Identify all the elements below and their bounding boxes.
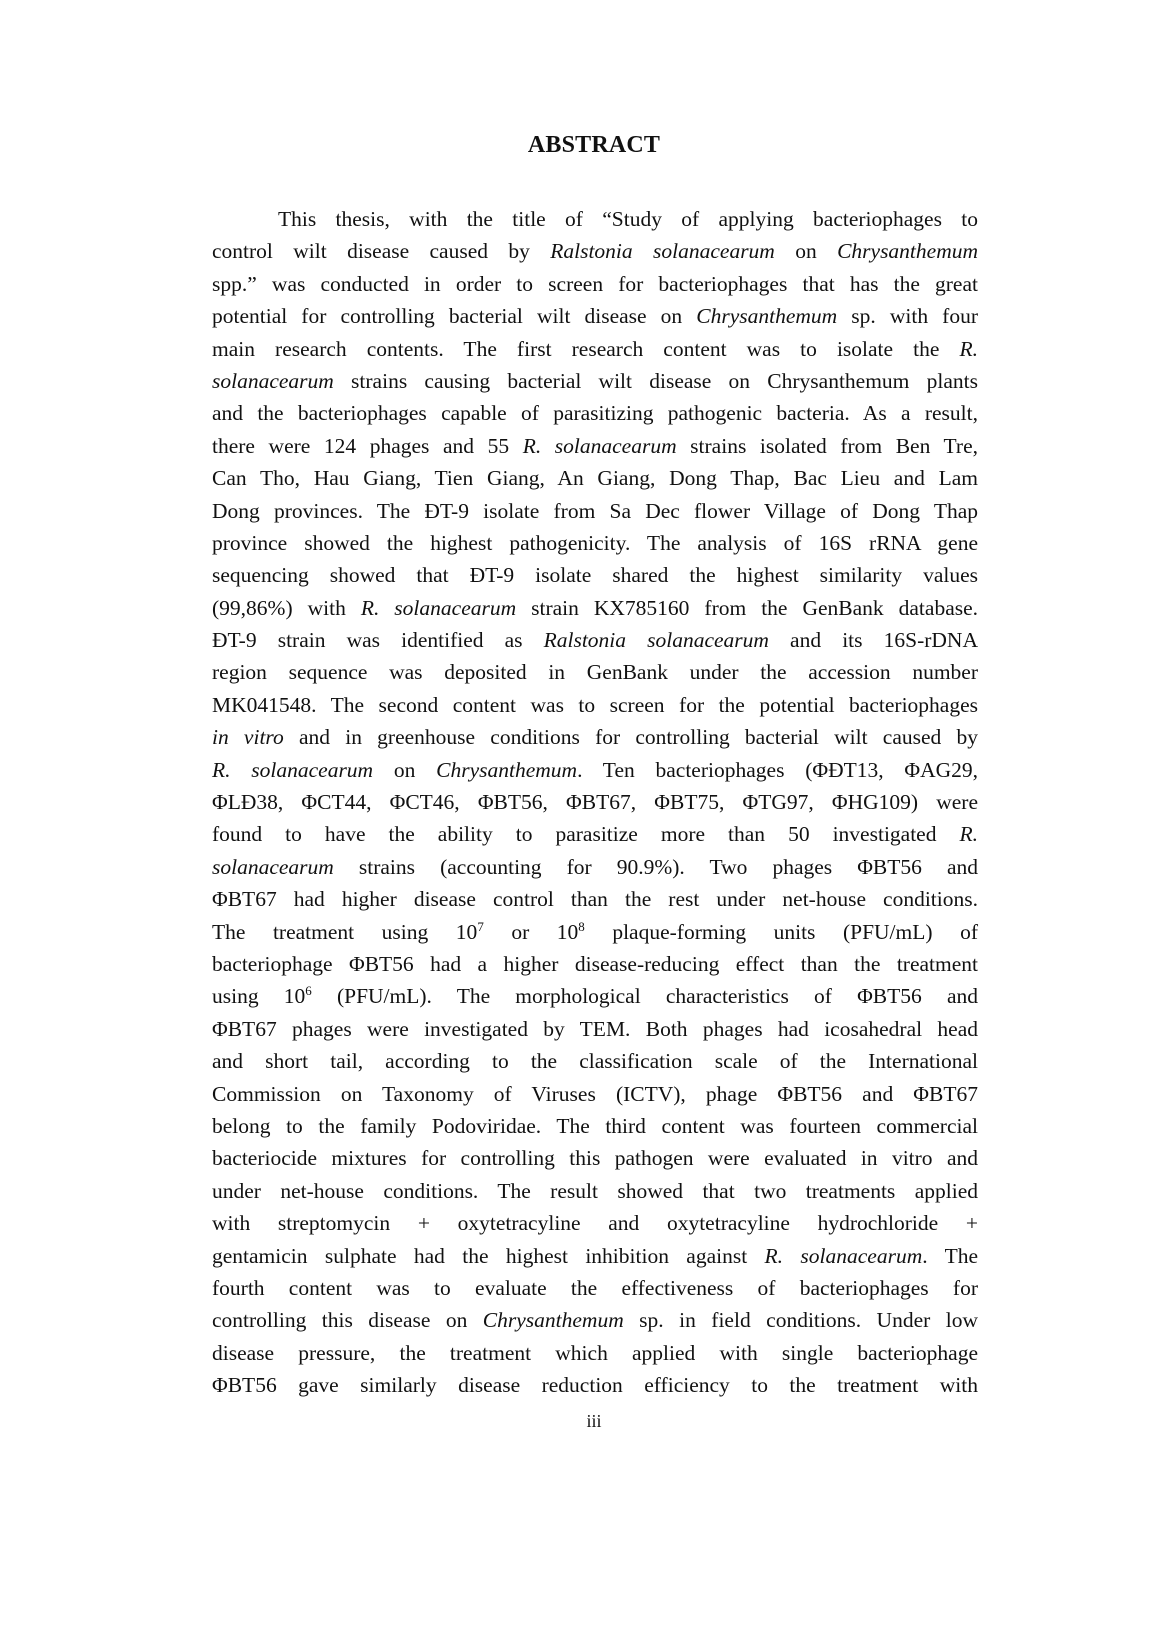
paragraph-line xyxy=(212,851,978,883)
page-number: iii xyxy=(586,1411,602,1431)
italic-term: Ralstonia solanacearum xyxy=(543,628,769,653)
paragraph-line xyxy=(212,592,978,624)
text-run: strains isolated from Ben Tre, xyxy=(676,433,978,458)
paragraph-line xyxy=(212,1207,978,1239)
paragraph-line xyxy=(212,1045,978,1077)
text-run: under net-house conditions. The result showed that two treatments applied xyxy=(212,1178,978,1203)
text-run: province showed the highest pathogenicity. The analysis of 16S rRNA gene xyxy=(212,530,978,555)
paragraph-line xyxy=(212,948,978,980)
paragraph-line xyxy=(212,235,978,267)
text-run: strain KX785160 from the GenBank database. xyxy=(516,595,979,620)
text-run: . The xyxy=(922,1243,978,1268)
paragraph-line xyxy=(212,916,978,948)
italic-term: Chrysanthemum xyxy=(696,304,838,329)
text-run: region sequence was deposited in GenBank under the accession number xyxy=(212,660,978,685)
text-run: fourth content was to evaluate the effectiveness of bacteriophages for xyxy=(212,1275,978,1300)
paragraph-line xyxy=(212,656,978,688)
paragraph-line xyxy=(212,1304,978,1336)
text-run: ĐT-9 strain was identified as xyxy=(212,628,544,653)
text-run: and short tail, according to the classification scale of the International xyxy=(212,1049,978,1074)
text-run: spp.” was conducted in order to screen for bacteriophages that has the great xyxy=(212,271,978,296)
italic-term: Chrysanthemum xyxy=(837,239,978,264)
text-run: using 10 xyxy=(212,984,306,1009)
paragraph-line xyxy=(212,527,978,559)
italic-term: solanacearum xyxy=(212,854,334,879)
italic-term: solanacearum xyxy=(212,368,334,393)
text-run: (99,86%) with xyxy=(212,595,361,620)
paragraph-line xyxy=(212,1078,978,1110)
text-run: main research contents. The first research content was to isolate the xyxy=(212,336,960,361)
italic-term: Ralstonia solanacearum xyxy=(550,239,775,264)
text-run: or 10 xyxy=(483,919,579,944)
superscript-exponent: 7 xyxy=(477,918,484,934)
paragraph-line xyxy=(212,818,978,850)
italic-term: R. solanacearum xyxy=(212,757,374,782)
paragraph-line xyxy=(212,754,978,786)
superscript-exponent: 6 xyxy=(305,983,312,999)
italic-term: R. solanacearum xyxy=(764,1243,923,1268)
paragraph-line xyxy=(212,1013,978,1045)
paragraph-line xyxy=(212,1175,978,1207)
italic-term: R. xyxy=(959,822,978,847)
italic-term: Chrysanthemum xyxy=(482,1308,624,1333)
paragraph-line xyxy=(212,624,978,656)
paragraph-line xyxy=(212,883,978,915)
paragraph-line xyxy=(212,559,978,591)
text-run: on xyxy=(373,757,437,782)
text-run: strains (accounting for 90.9%). Two phages ΦBT56 and xyxy=(333,854,978,879)
text-run: ΦBT56 gave similarly disease reduction efficiency to the treatment with xyxy=(212,1373,978,1398)
text-run: The treatment using 10 xyxy=(212,919,478,944)
italic-term: R. solanacearum xyxy=(360,595,517,620)
paragraph-line xyxy=(212,365,978,397)
paragraph-line xyxy=(212,721,978,753)
text-run: ΦBT67 phages were investigated by TEM. Both phages had icosahedral head xyxy=(212,1016,978,1041)
text-run: Dong provinces. The ĐT-9 isolate from Sa Dec flower Village of Dong Thap xyxy=(212,498,978,523)
paragraph-line xyxy=(212,203,978,235)
text-run: disease pressure, the treatment which applied with single bacteriophage xyxy=(212,1340,978,1365)
text-run: plaque-forming units (PFU/mL) of xyxy=(584,919,978,944)
text-run: on xyxy=(774,239,838,264)
abstract-body xyxy=(212,203,978,1401)
paragraph-line xyxy=(212,495,978,527)
text-run: with streptomycin + oxytetracyline and oxytetracyline hydrochloride + xyxy=(212,1211,978,1236)
text-run: ΦLĐ38, ΦCT44, ΦCT46, ΦBT56, ΦBT67, ΦBT75, ΦTG97, ΦHG109) were xyxy=(212,790,978,815)
text-run: gentamicin sulphate had the highest inhibition against xyxy=(212,1243,765,1268)
text-run: controlling this disease on xyxy=(212,1308,483,1333)
paragraph-line xyxy=(212,1337,978,1369)
text-run: control wilt disease caused by xyxy=(212,239,551,264)
paragraph-line xyxy=(212,1369,978,1401)
text-run: there were 124 phages and 55 xyxy=(212,433,523,458)
paragraph-line xyxy=(212,462,978,494)
text-run: found to have the ability to parasitize more than 50 investigated xyxy=(212,822,960,847)
italic-term: R. solanacearum xyxy=(522,433,677,458)
text-run: bacteriocide mixtures for controlling this pathogen were evaluated in vitro and xyxy=(212,1146,978,1171)
italic-term: R. xyxy=(959,336,978,361)
italic-term: Chrysanthemum xyxy=(436,757,578,782)
text-run: This thesis, with the title of “Study of applying bacteriophages to xyxy=(278,207,978,231)
paragraph-line xyxy=(212,333,978,365)
text-run: MK041548. The second content was to screen for the potential bacteriophages xyxy=(212,692,978,717)
paragraph-line xyxy=(212,689,978,721)
text-run: potential for controlling bacterial wilt disease on xyxy=(212,304,697,329)
text-run: Can Tho, Hau Giang, Tien Giang, An Giang, Dong Thap, Bac Lieu and Lam xyxy=(212,466,978,491)
paragraph-line xyxy=(212,980,978,1012)
text-run: and its 16S-rDNA xyxy=(768,628,978,653)
italic-term: in vitro xyxy=(212,725,284,750)
text-run: and the bacteriophages capable of parasitizing pathogenic bacteria. As a result, xyxy=(212,401,978,426)
paragraph-line xyxy=(212,1142,978,1174)
paragraph-line xyxy=(212,300,978,332)
text-run: belong to the family Podoviridae. The third content was fourteen commercial xyxy=(212,1113,978,1138)
paragraph-line xyxy=(212,1272,978,1304)
text-run: ΦBT67 had higher disease control than the rest under net-house conditions. xyxy=(212,887,978,912)
text-run: . Ten bacteriophages (ΦĐT13, ΦAG29, xyxy=(577,757,979,782)
text-run: and in greenhouse conditions for controlling bacterial wilt caused by xyxy=(283,725,978,750)
paragraph-line xyxy=(212,1110,978,1142)
text-run: sp. with four xyxy=(837,304,978,329)
paragraph-line xyxy=(212,268,978,300)
superscript-exponent: 8 xyxy=(578,918,585,934)
text-run: Commission on Taxonomy of Viruses (ICTV), phage ΦBT56 and ΦBT67 xyxy=(212,1081,978,1106)
text-run: strains causing bacterial wilt disease on Chrysanthemum plants xyxy=(333,368,978,393)
paragraph-line xyxy=(212,1240,978,1272)
paragraph-line xyxy=(212,397,978,429)
text-run: sequencing showed that ĐT-9 isolate shared the highest similarity values xyxy=(212,563,978,588)
paragraph-line xyxy=(212,786,978,818)
text-run: bacteriophage ΦBT56 had a higher disease-reducing effect than the treatment xyxy=(212,951,978,976)
text-run: (PFU/mL). The morphological characteristics of ΦBT56 and xyxy=(311,984,978,1009)
text-run: sp. in field conditions. Under low xyxy=(623,1308,978,1333)
page-title: ABSTRACT xyxy=(527,132,661,158)
paragraph-line xyxy=(212,430,978,462)
